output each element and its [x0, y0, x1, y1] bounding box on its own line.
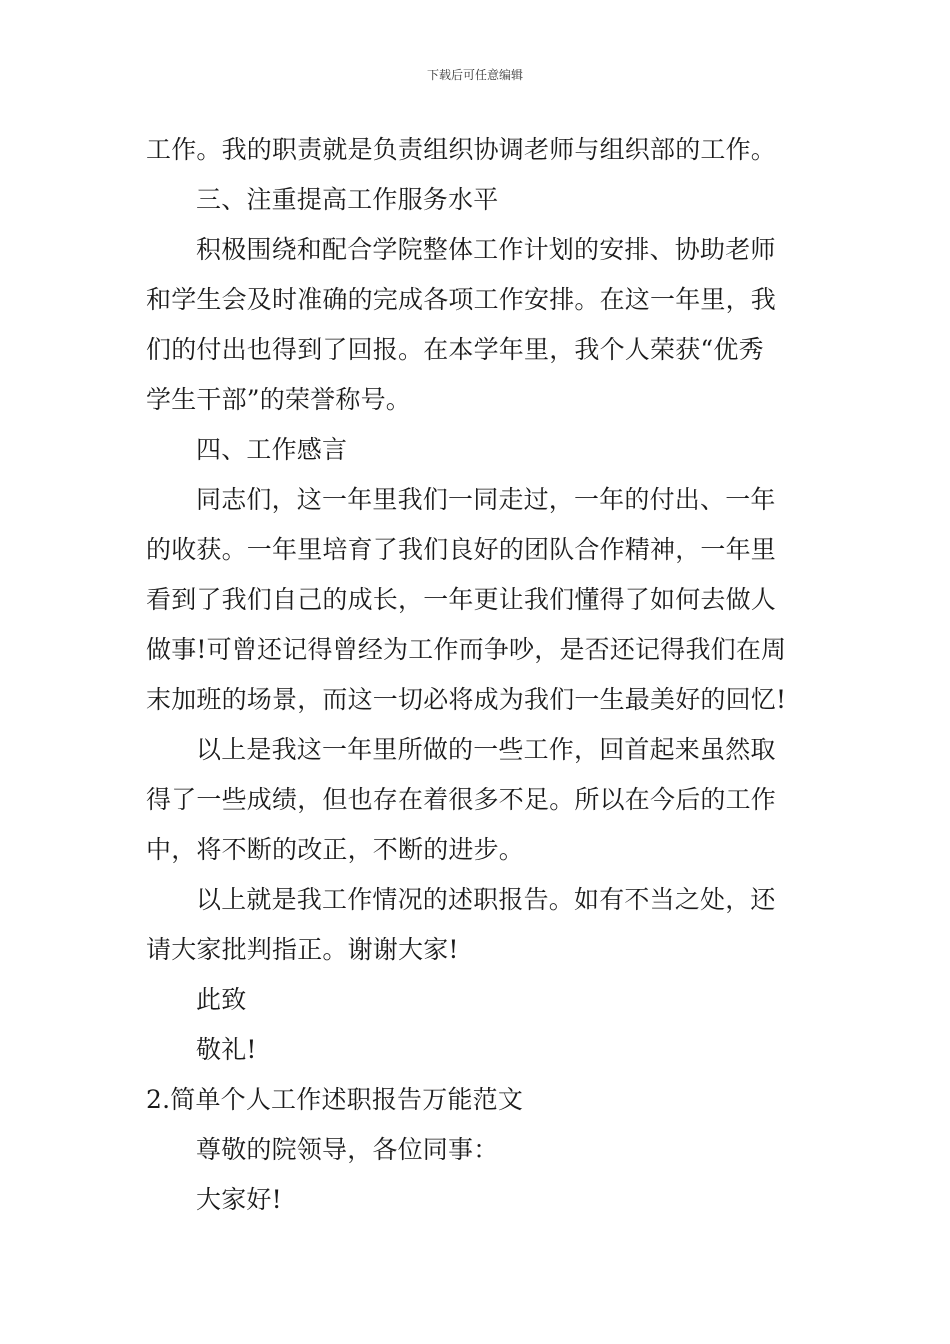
salutation-line: 尊敬的院领导，各位同事：: [196, 1135, 499, 1164]
body-line: 做事!可曾还记得曾经为工作而争吵，是否还记得我们在周: [146, 635, 787, 664]
body-line: 请大家批判指正。谢谢大家!: [146, 935, 459, 964]
body-line: 们的付出也得到了回报。在本学年里，我个人荣获“优秀: [146, 335, 764, 364]
section-heading: 四、工作感言: [196, 435, 348, 464]
closing-line: 敬礼!: [196, 1035, 257, 1064]
body-line: 同志们，这一年里我们一同走过，一年的付出、一年: [196, 485, 776, 514]
body-line: 中，将不断的改正，不断的进步。: [146, 835, 525, 864]
section-heading: 三、注重提高工作服务水平: [196, 185, 499, 214]
body-line: 积极围绕和配合学院整体工作计划的安排、协助老师: [196, 235, 776, 264]
greeting-line: 大家好!: [196, 1185, 282, 1214]
body-line: 工作。我的职责就是负责组织协调老师与组织部的工作。: [146, 135, 777, 164]
body-line: 以上就是我工作情况的述职报告。如有不当之处，还: [196, 885, 776, 914]
body-line: 以上是我这一年里所做的一些工作，回首起来虽然取: [196, 735, 776, 764]
body-line: 的收获。一年里培育了我们良好的团队合作精神，一年里: [146, 535, 777, 564]
closing-line: 此致: [196, 985, 247, 1014]
body-line: 末加班的场景，而这一切必将成为我们一生最美好的回忆!: [146, 685, 787, 714]
page-header: 下载后可任意编辑: [426, 68, 523, 82]
article-title: 2.简单个人工作述职报告万能范文: [146, 1085, 524, 1114]
body-line: 看到了我们自己的成长，一年更让我们懂得了如何去做人: [146, 585, 777, 614]
document-body: [146, 125, 806, 1225]
body-line: 和学生会及时准确的完成各项工作安排。在这一年里，我: [146, 285, 777, 314]
body-line: 学生干部”的荣誉称号。: [146, 385, 411, 414]
body-line: 得了一些成绩，但也存在着很多不足。所以在今后的工作: [146, 785, 777, 814]
